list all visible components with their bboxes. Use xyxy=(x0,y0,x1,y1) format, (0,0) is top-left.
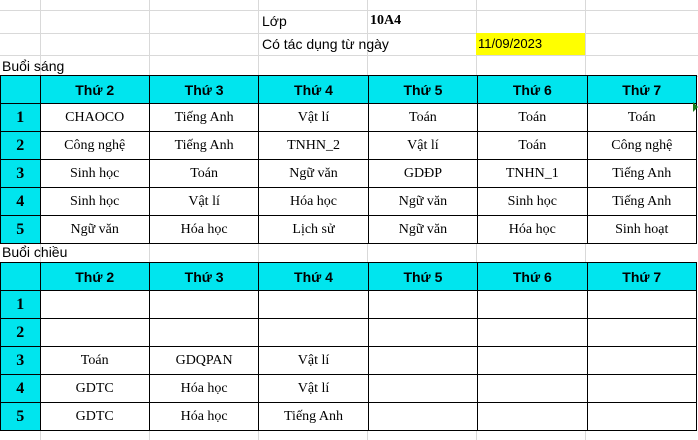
subject-cell[interactable] xyxy=(368,291,477,319)
period-number[interactable]: 5 xyxy=(1,216,41,244)
subject-cell[interactable]: Vật lí xyxy=(149,188,258,216)
table-row xyxy=(1,132,697,160)
day-header[interactable]: Thứ 7 xyxy=(587,76,696,104)
subject-cell[interactable]: Vật lí xyxy=(259,375,368,403)
class-value[interactable]: 10A4 xyxy=(370,13,402,28)
period-number[interactable]: 5 xyxy=(1,403,41,431)
subject-cell[interactable] xyxy=(587,291,696,319)
subject-cell[interactable]: Lịch sử xyxy=(259,216,368,244)
subject-cell[interactable]: GDĐP xyxy=(368,160,477,188)
subject-cell[interactable] xyxy=(259,319,368,347)
subject-cell[interactable]: Vật lí xyxy=(259,104,368,132)
subject-cell[interactable]: Ngữ văn xyxy=(40,216,149,244)
subject-cell[interactable] xyxy=(149,291,258,319)
day-header[interactable]: Thứ 4 xyxy=(259,76,368,104)
subject-cell[interactable]: Công nghệ xyxy=(587,132,696,160)
class-label[interactable]: Lớp xyxy=(262,13,287,29)
subject-cell[interactable]: Sinh học xyxy=(478,188,587,216)
period-number[interactable]: 1 xyxy=(1,104,41,132)
subject-cell[interactable] xyxy=(478,291,587,319)
subject-cell[interactable]: Công nghệ xyxy=(40,132,149,160)
subject-cell[interactable] xyxy=(587,319,696,347)
subject-cell[interactable] xyxy=(478,375,587,403)
subject-cell[interactable] xyxy=(368,403,477,431)
subject-cell[interactable] xyxy=(587,347,696,375)
subject-cell[interactable]: Hóa học xyxy=(149,375,258,403)
period-number[interactable]: 4 xyxy=(1,188,41,216)
day-header[interactable]: Thứ 6 xyxy=(478,76,587,104)
table-row xyxy=(1,375,697,403)
table-row xyxy=(1,104,697,132)
subject-cell[interactable]: Toán xyxy=(40,347,149,375)
subject-cell[interactable]: Toán xyxy=(587,104,696,132)
corner-cell[interactable] xyxy=(1,76,41,104)
subject-cell[interactable]: TNHN_2 xyxy=(259,132,368,160)
effective-date-label[interactable]: Có tác dụng từ ngày xyxy=(262,36,389,52)
subject-cell[interactable]: GDQPAN xyxy=(149,347,258,375)
subject-cell[interactable]: Tiếng Anh xyxy=(587,160,696,188)
subject-cell[interactable]: Ngữ văn xyxy=(368,188,477,216)
subject-cell[interactable]: Vật lí xyxy=(259,347,368,375)
subject-cell[interactable]: Tiếng Anh xyxy=(259,403,368,431)
day-header[interactable]: Thứ 3 xyxy=(149,263,258,291)
subject-cell[interactable]: GDTC xyxy=(40,375,149,403)
subject-cell[interactable]: Toán xyxy=(368,104,477,132)
subject-cell[interactable]: Toán xyxy=(149,160,258,188)
day-header[interactable]: Thứ 5 xyxy=(368,263,477,291)
subject-cell[interactable]: Sinh hoạt xyxy=(587,216,696,244)
subject-cell[interactable] xyxy=(149,319,258,347)
period-number[interactable]: 3 xyxy=(1,347,41,375)
day-header[interactable]: Thứ 4 xyxy=(259,263,368,291)
subject-cell[interactable]: Toán xyxy=(478,132,587,160)
subject-cell[interactable]: Tiếng Anh xyxy=(587,188,696,216)
subject-cell[interactable] xyxy=(259,291,368,319)
subject-cell[interactable] xyxy=(368,375,477,403)
subject-cell[interactable]: Vật lí xyxy=(368,132,477,160)
subject-cell[interactable]: Ngữ văn xyxy=(259,160,368,188)
subject-cell[interactable]: Tiếng Anh xyxy=(149,132,258,160)
subject-cell[interactable]: Hóa học xyxy=(149,403,258,431)
day-header[interactable]: Thứ 2 xyxy=(40,76,149,104)
period-number[interactable]: 1 xyxy=(1,291,41,319)
day-header[interactable]: Thứ 7 xyxy=(587,263,696,291)
subject-cell[interactable]: Tiếng Anh xyxy=(149,104,258,132)
table-row xyxy=(1,291,697,319)
subject-cell[interactable]: Sinh học xyxy=(40,188,149,216)
day-header[interactable]: Thứ 6 xyxy=(478,263,587,291)
table-row xyxy=(1,319,697,347)
morning-timetable xyxy=(0,75,697,244)
day-header[interactable]: Thứ 2 xyxy=(40,263,149,291)
period-number[interactable]: 2 xyxy=(1,319,41,347)
day-header[interactable]: Thứ 3 xyxy=(149,76,258,104)
subject-cell[interactable]: Hóa học xyxy=(478,216,587,244)
day-header[interactable]: Thứ 5 xyxy=(368,76,477,104)
subject-cell[interactable]: Toán xyxy=(478,104,587,132)
subject-cell[interactable]: Sinh học xyxy=(40,160,149,188)
effective-date-cell[interactable]: 11/09/2023 xyxy=(476,33,585,55)
table-row xyxy=(1,160,697,188)
table-row xyxy=(1,188,697,216)
subject-cell[interactable]: Hóa học xyxy=(149,216,258,244)
subject-cell[interactable] xyxy=(368,319,477,347)
subject-cell[interactable] xyxy=(587,403,696,431)
morning-header-row xyxy=(1,76,697,104)
table-row xyxy=(1,347,697,375)
subject-cell[interactable]: GDTC xyxy=(40,403,149,431)
table-row xyxy=(1,403,697,431)
corner-cell[interactable] xyxy=(1,263,41,291)
subject-cell[interactable] xyxy=(478,319,587,347)
subject-cell[interactable] xyxy=(40,291,149,319)
period-number[interactable]: 2 xyxy=(1,132,41,160)
subject-cell[interactable] xyxy=(587,375,696,403)
period-number[interactable]: 3 xyxy=(1,160,41,188)
subject-cell[interactable]: Hóa học xyxy=(259,188,368,216)
afternoon-header-row xyxy=(1,263,697,291)
afternoon-title[interactable]: Buổi chiều xyxy=(2,244,68,260)
subject-cell[interactable] xyxy=(478,403,587,431)
morning-title[interactable]: Buổi sáng xyxy=(2,58,65,74)
subject-cell[interactable] xyxy=(40,319,149,347)
period-number[interactable]: 4 xyxy=(1,375,41,403)
afternoon-timetable xyxy=(0,262,697,431)
cell-indicator-icon xyxy=(693,102,698,112)
subject-cell[interactable]: Ngữ văn xyxy=(368,216,477,244)
table-row xyxy=(1,216,697,244)
subject-cell[interactable]: TNHN_1 xyxy=(478,160,587,188)
subject-cell[interactable] xyxy=(368,347,477,375)
subject-cell[interactable]: CHAOCO xyxy=(40,104,149,132)
subject-cell[interactable] xyxy=(478,347,587,375)
